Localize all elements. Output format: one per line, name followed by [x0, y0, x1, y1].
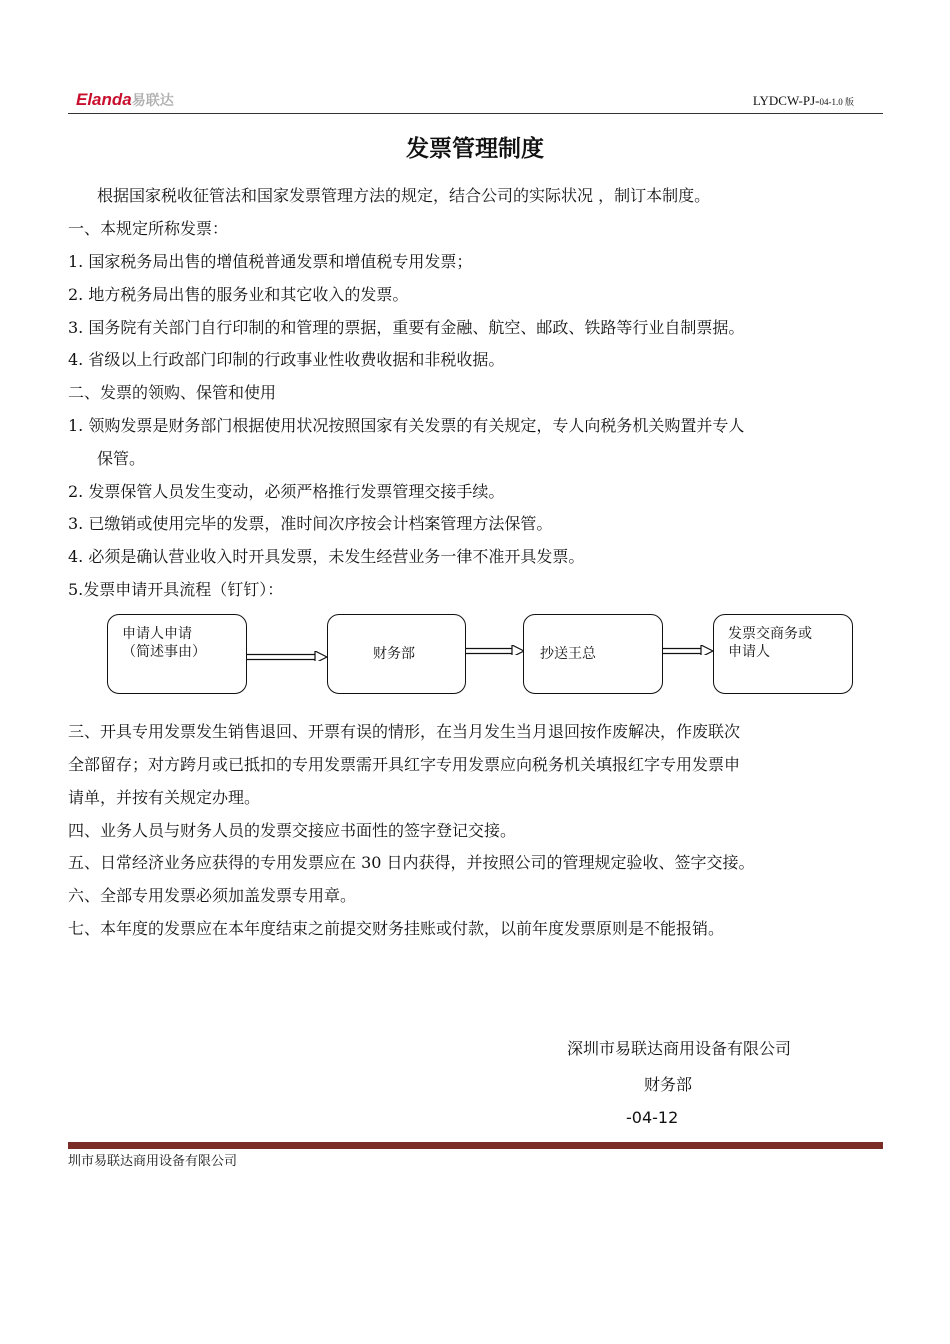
- flow-step-finance-label: 财务部: [373, 646, 415, 662]
- section3-line1: 三、开具专用发票发生销售退回、开票有误的情形，在当月发生当月退回按作废解决，作废联次: [68, 722, 741, 741]
- section4: 四、业务人员与财务人员的发票交接应书面性的签字登记交接。: [68, 821, 517, 840]
- section3-line2: 全部留存；对方跨月或已抵扣的专用发票需开具红字专用发票应向税务机关填报红字专用发票申: [68, 755, 741, 774]
- section2-item-2: 2. 发票保管人员发生变动，必须严格推行发票管理交接手续。: [68, 482, 505, 501]
- section6: 六、全部专用发票必须加盖发票专用章。: [68, 886, 357, 905]
- flow-step-deliver-line2: 申请人: [728, 644, 770, 660]
- doc-code-prefix: LYDCW-PJ-: [752, 93, 820, 108]
- footer-company: 圳市易联达商用设备有限公司: [68, 1154, 238, 1169]
- section3-line3: 请单，并按有关规定办理。: [68, 788, 261, 807]
- signature-department: 财务部: [644, 1075, 693, 1094]
- section1-item-1: 1. 国家税务局出售的增值税普通发票和增值税专用发票；: [68, 252, 473, 271]
- flow-arrow-2: [466, 645, 524, 655]
- flow-step-finance: [327, 614, 466, 694]
- section1-item-4: 4. 省级以上行政部门印制的行政事业性收费收据和非税收据。: [68, 350, 505, 369]
- flow-arrow-3: [663, 645, 713, 655]
- company-logo: [76, 90, 174, 110]
- intro-paragraph: 根据国家税收征管法和国家发票管理方法的规定，结合公司的实际状况 ，制订本制度。: [97, 186, 711, 205]
- section2-item-1-line2: 保管。: [97, 449, 146, 468]
- flow-arrow-1: [247, 651, 327, 661]
- footer-rule: [68, 1142, 883, 1149]
- flow-step-apply-line1: 申请人申请: [122, 626, 192, 642]
- signature-company: 深圳市易联达商用设备有限公司: [567, 1039, 792, 1058]
- section2-item-5: 5.发票申请开具流程（钉钉）：: [68, 580, 284, 599]
- doc-version: 1.0 版: [831, 97, 854, 107]
- header-rule: [68, 113, 883, 114]
- section1-item-3: 3. 国务院有关部门自行印制的和管理的票据，重要有金融、航空、邮政、铁路等行业自制票据。: [68, 318, 745, 337]
- document-code: [753, 93, 854, 109]
- page-title: 发票管理制度: [406, 136, 544, 162]
- flow-step-apply-line2: （简述事由）: [122, 644, 206, 660]
- section2-item-1-line1: 1. 领购发票是财务部门根据使用状况按照国家有关发票的有关规定，专人向税务机关购置并专人: [68, 416, 745, 435]
- section2-item-4: 4. 必须是确认营业收入时开具发票，未发生经营业务一律不准开具发票。: [68, 547, 585, 566]
- logo-chinese: 易联达: [131, 92, 174, 108]
- flow-step-cc: [523, 614, 663, 694]
- flow-step-deliver: [713, 614, 853, 694]
- section2-heading: 二、发票的领购、保管和使用: [68, 383, 277, 402]
- section5: 五、日常经济业务应获得的专用发票应在 30 日内获得，并按照公司的管理规定验收、签字交接。: [68, 853, 755, 872]
- flow-step-deliver-line1: 发票交商务或: [728, 626, 812, 642]
- signature-date: -04-12: [626, 1108, 679, 1127]
- section2-item-3: 3. 已缴销或使用完毕的发票，准时间次序按会计档案管理方法保管。: [68, 514, 553, 533]
- doc-code-number: 04-: [819, 97, 832, 107]
- section1-item-2: 2. 地方税务局出售的服务业和其它收入的发票。: [68, 285, 409, 304]
- logo-english: Elanda: [76, 90, 132, 109]
- flow-step-apply: [107, 614, 247, 694]
- flow-step-cc-label: 抄送王总: [540, 646, 596, 662]
- section1-heading: 一、本规定所称发票：: [68, 219, 229, 238]
- section7: 七、本年度的发票应在本年度结束之前提交财务挂账或付款，以前年度发票原则是不能报销。: [68, 919, 725, 938]
